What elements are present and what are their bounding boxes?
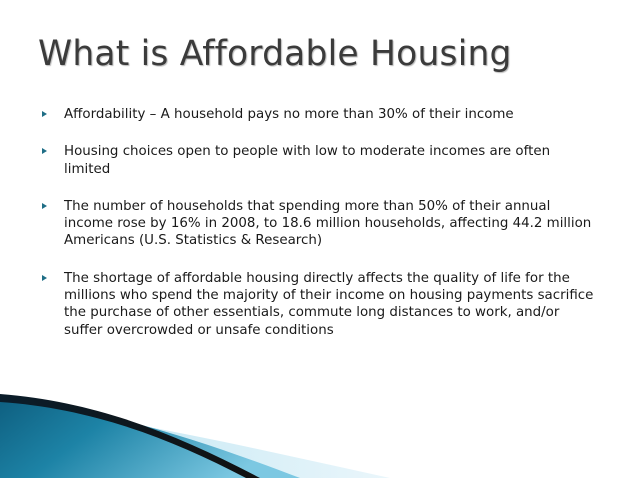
triangle-bullet-icon bbox=[42, 148, 47, 154]
bullet-text: Affordability – A household pays no more than 30% of their income bbox=[64, 107, 514, 122]
slide-title: What is Affordable Housing bbox=[38, 34, 512, 74]
bullet-text: The number of households that spending more than 50% of their annual income rose by 16% in 2008, to 18.6 million households, affecting 44.2 million Americans (U.S. Statistics & Research) bbox=[64, 198, 592, 249]
bullet-item bbox=[38, 270, 598, 339]
bullet-item bbox=[38, 198, 598, 250]
bullet-item bbox=[38, 106, 598, 123]
triangle-bullet-icon bbox=[42, 111, 47, 117]
bullet-list bbox=[38, 106, 598, 339]
bullet-item bbox=[38, 143, 598, 178]
corner-decoration bbox=[0, 392, 400, 478]
teal-swoosh bbox=[0, 398, 300, 478]
triangle-bullet-icon bbox=[42, 275, 47, 281]
bullet-text: The shortage of affordable housing directly affects the quality of life for the millions who spend the majority of their income on housing payments sacrifice the purchase of other essentials, commute long distances to work, and/or suffer overcrowded or unsafe conditions bbox=[64, 270, 594, 338]
triangle-bullet-icon bbox=[42, 203, 47, 209]
bullet-text: Housing choices open to people with low to moderate incomes are often limited bbox=[64, 144, 551, 177]
